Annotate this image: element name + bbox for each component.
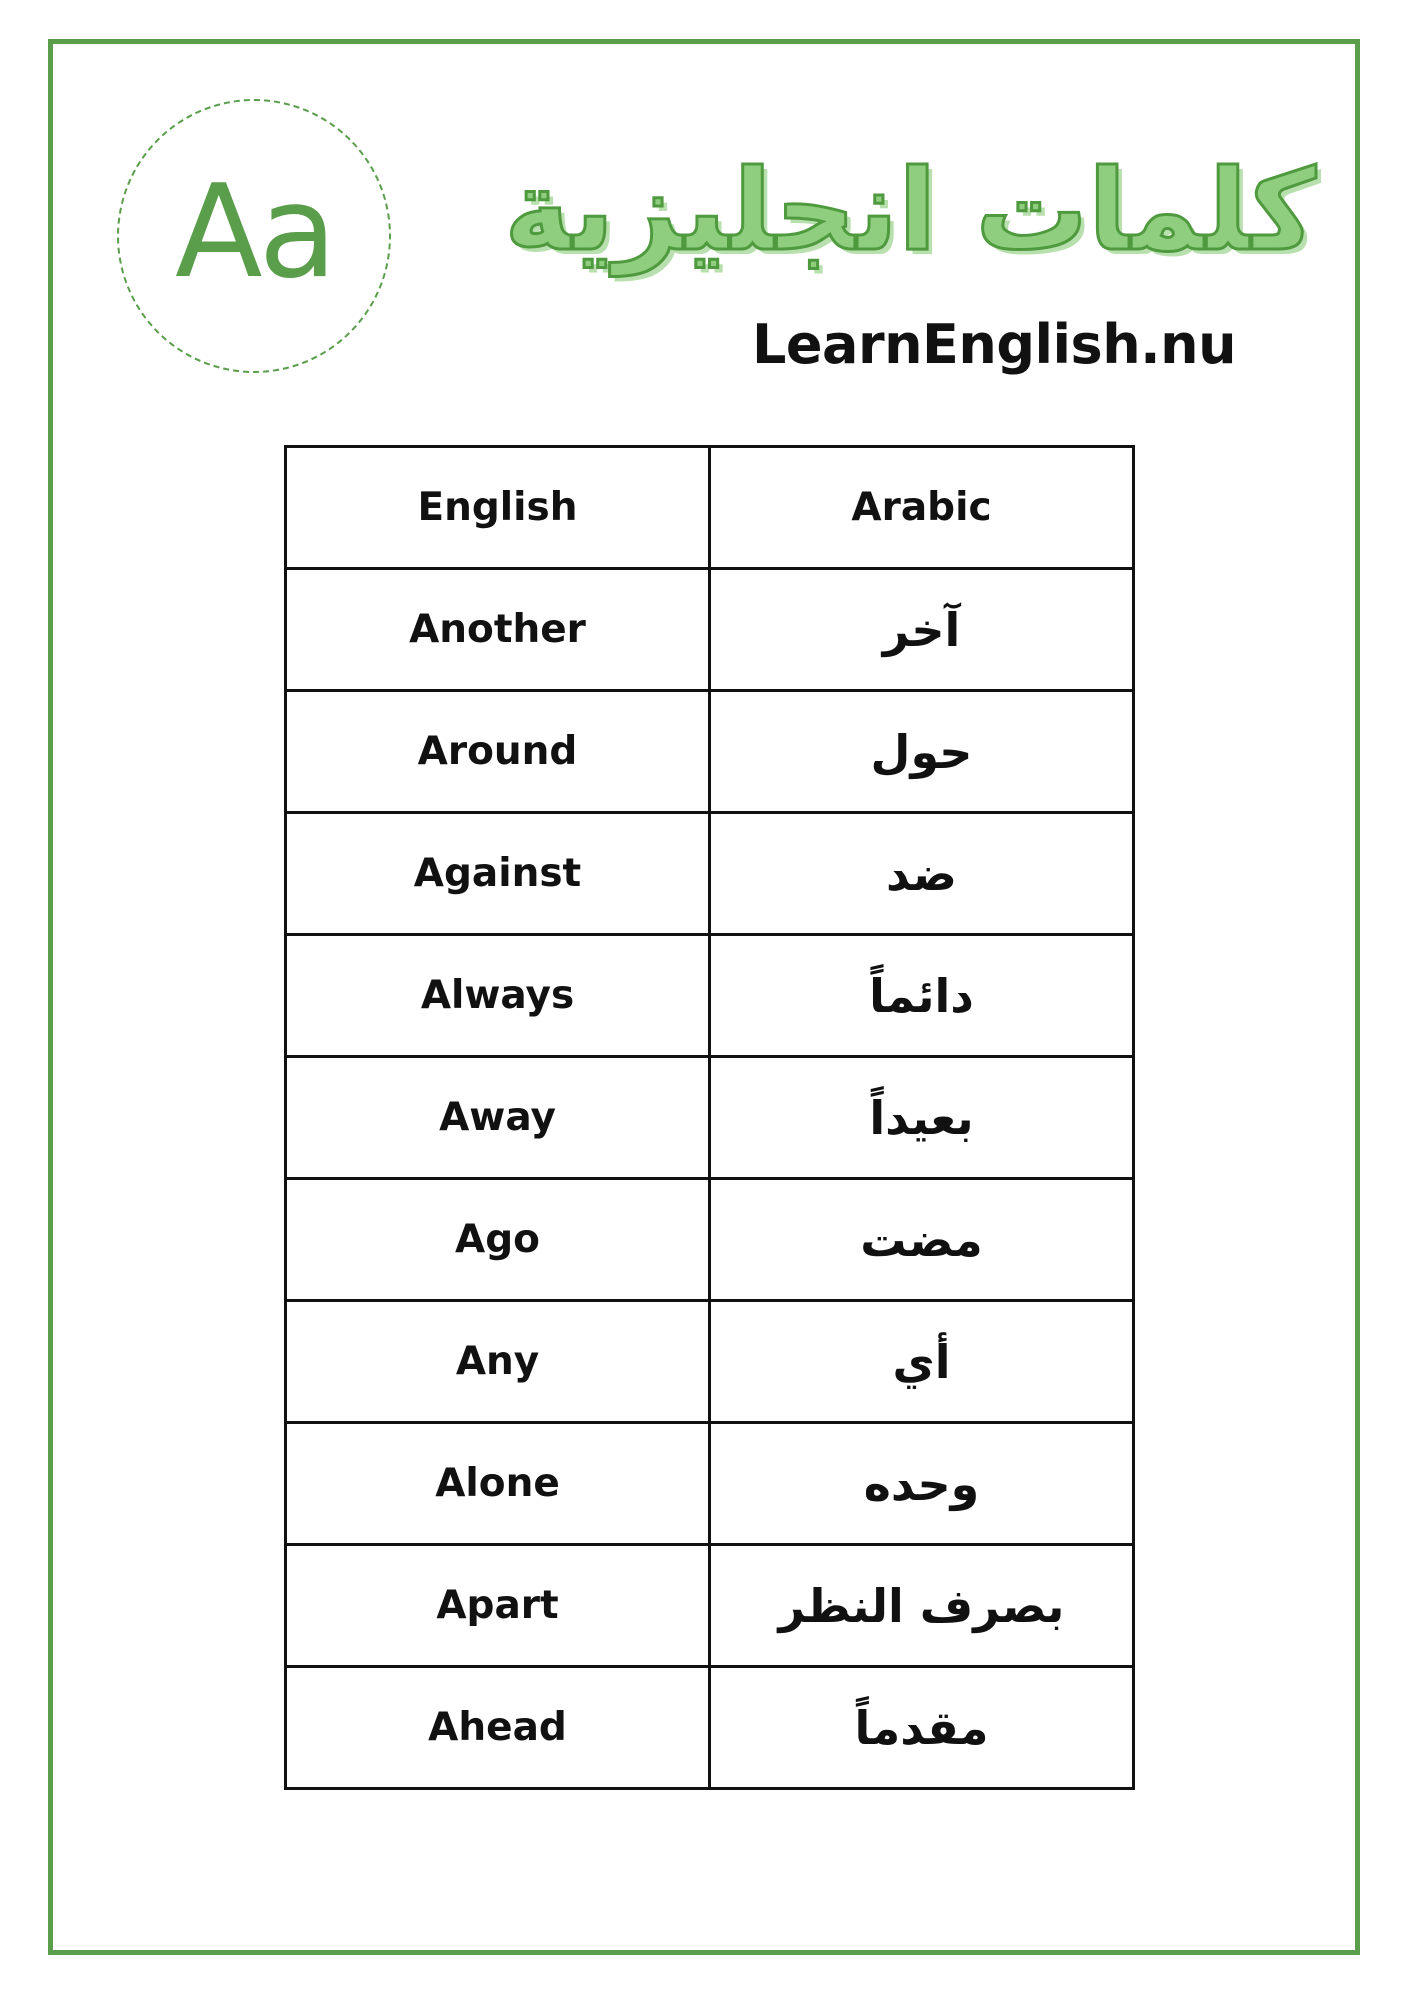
english-word: Another (286, 569, 710, 691)
page-title-arabic: كلمات انجليزية (504, 146, 1316, 276)
arabic-word: دائماً (710, 935, 1134, 1057)
header-english: English (286, 447, 710, 569)
table-row (286, 1545, 1134, 1667)
site-name: LearnEnglish.nu (752, 313, 1237, 376)
english-word: Against (286, 813, 710, 935)
arabic-word: مقدماً (710, 1667, 1134, 1789)
table-row (286, 569, 1134, 691)
table-row (286, 691, 1134, 813)
english-word: Around (286, 691, 710, 813)
arabic-word: بصرف النظر (710, 1545, 1134, 1667)
table-row (286, 1423, 1134, 1545)
table-row (286, 935, 1134, 1057)
arabic-word: ضد (710, 813, 1134, 935)
english-word: Ahead (286, 1667, 710, 1789)
logo-text: Aa (175, 158, 333, 307)
english-word: Alone (286, 1423, 710, 1545)
english-word: Away (286, 1057, 710, 1179)
header-arabic: Arabic (710, 447, 1134, 569)
arabic-word: بعيداً (710, 1057, 1134, 1179)
table-row (286, 1301, 1134, 1423)
english-word: Always (286, 935, 710, 1057)
arabic-word: وحده (710, 1423, 1134, 1545)
arabic-word: حول (710, 691, 1134, 813)
table-row (286, 1667, 1134, 1789)
arabic-word: آخر (710, 569, 1134, 691)
vocabulary-table (284, 445, 1135, 1790)
english-word: Apart (286, 1545, 710, 1667)
table-row (286, 1179, 1134, 1301)
logo-badge (117, 99, 391, 373)
english-word: Ago (286, 1179, 710, 1301)
table-row (286, 1057, 1134, 1179)
arabic-word: مضت (710, 1179, 1134, 1301)
table-row (286, 813, 1134, 935)
english-word: Any (286, 1301, 710, 1423)
arabic-word: أي (710, 1301, 1134, 1423)
table-header-row (286, 447, 1134, 569)
